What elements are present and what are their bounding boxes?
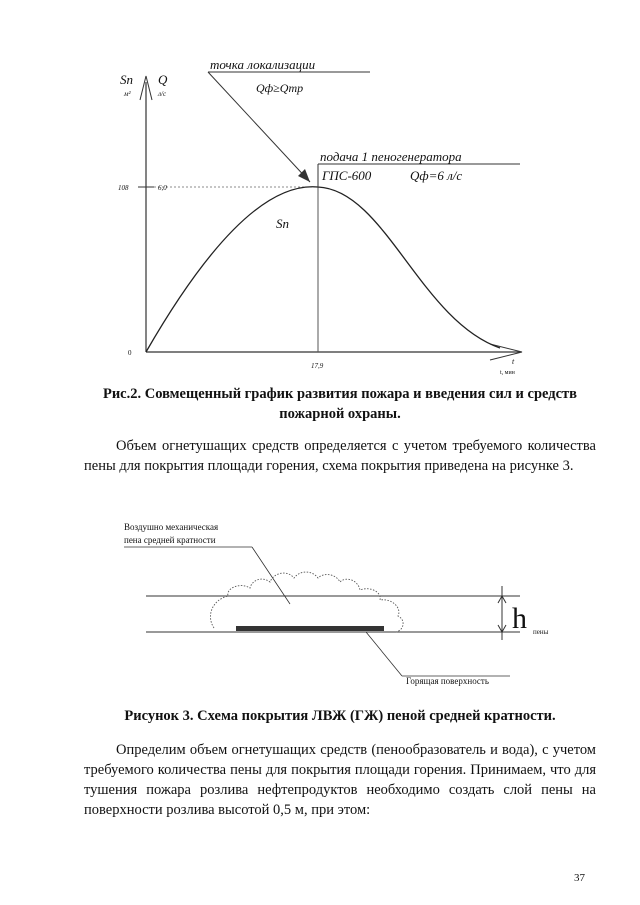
burning-surface-pointer	[366, 632, 402, 676]
height-subscript: пены	[533, 628, 549, 636]
figure-3-caption: Рисунок 3. Схема покрытия ЛВЖ (ГЖ) пеной средней кратности.	[124, 708, 556, 724]
tick-y-right: 6,0	[158, 184, 167, 192]
y-axis-left-label: Sп	[120, 72, 133, 87]
foam-label-line1: Воздушно механическая	[124, 522, 219, 532]
y-axis-left-unit: м²	[124, 90, 131, 98]
annotation-localization: точка локализации	[210, 57, 316, 72]
annotation-feed: подача 1 пеногенератора	[320, 149, 462, 164]
figure-2-chart	[0, 0, 640, 400]
height-arrow-bottom	[498, 625, 506, 632]
curve-label: Sп	[276, 216, 289, 231]
tick-y-left: 108	[118, 184, 129, 192]
burning-surface-label: Горящая поверхность	[406, 676, 489, 686]
y-axis-right-label: Q	[158, 72, 168, 87]
x-axis-label: t	[512, 357, 515, 366]
annotation-feed-device: ГПС-600	[322, 168, 372, 183]
height-symbol: h	[512, 602, 527, 635]
foam-label-pointer	[252, 547, 290, 604]
tick-x: 17,9	[311, 362, 324, 370]
paragraph-1: Объем огнетушащих средств определяется с учетом требуемого количества пены для покрытия площади горения, схема покрытия приведена на рисунке 3.	[84, 438, 596, 474]
annotation-feed-formula: Qф=6 л/с	[410, 168, 463, 183]
height-arrow-top	[498, 596, 506, 603]
foam-label-line2: пена средней кратности	[124, 535, 216, 545]
tick-origin: 0	[128, 349, 132, 357]
page-number: 37	[574, 872, 585, 884]
x-axis-unit: t, мин	[500, 370, 515, 376]
figure-2-caption: Рис.2. Совмещенный график развития пожара и введения сил и средств пожарной охраны.	[102, 386, 578, 422]
fire-area-curve	[146, 187, 500, 352]
y-axis-right-unit: л/с	[158, 90, 167, 98]
paragraph-2: Определим объем огнетушащих средств (пенообразователь и вода), с учетом требуемого количества пены для покрытия площади горения. Принимаем, что для тушения пожара розлива нефтепродуктов необходимо создать слой пены на поверхности розлива высотой 0,5 м, при этом:	[84, 742, 596, 818]
annotation-localization-formula: Qф≥Qтр	[256, 81, 304, 95]
foam-mass-outline	[210, 572, 403, 632]
burning-surface-bar	[236, 626, 384, 631]
